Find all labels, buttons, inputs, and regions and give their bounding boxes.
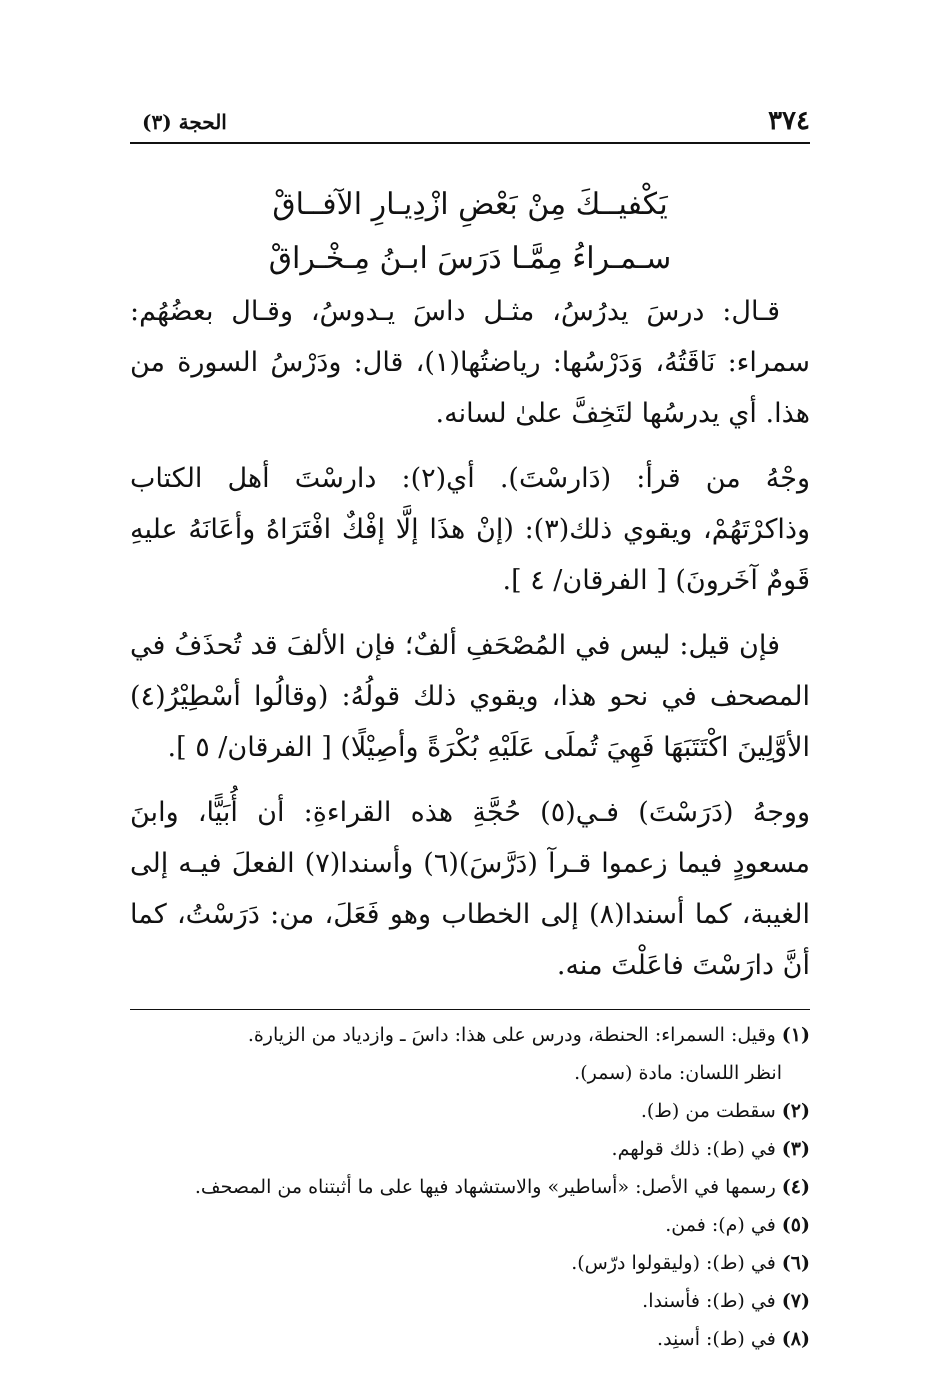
- poetry-verse: [130, 178, 810, 286]
- footnote: (٤)رسمها في الأصل: «أساطير» والاستشهاد فيها على ما أثبتناه من المصحف.: [194, 1176, 810, 1198]
- footnote: (١)وقيل: السمراء: الحنطة، ودرس على هذا: داسَ ـ وازدياد من الزيارة.: [247, 1024, 810, 1046]
- verse-line: سـمـراءُ مِمَّـا دَرَسَ ابـنُ مِـخْـراقْ: [268, 241, 672, 276]
- footnote: (٣)في (ط): ذلك قولهم.: [611, 1138, 810, 1160]
- footnotes: [130, 1016, 810, 1358]
- footnote: (٦)في (ط): (وليقولوا درّس).: [571, 1252, 810, 1274]
- footnote: انظر اللسان: مادة (سمر).: [574, 1062, 782, 1084]
- footnote: (٥)في (م): فمن.: [665, 1214, 810, 1236]
- footnote-rule: [130, 1009, 810, 1010]
- footnote: (٢)سقطت من (ط).: [640, 1100, 810, 1122]
- page-header: [130, 100, 810, 140]
- verse-line: يَكْفيــكَ مِنْ بَعْضِ ازْدِيـارِ الآفــاقْ: [272, 187, 668, 222]
- page-number: ٣٧٤: [768, 106, 810, 136]
- body-paragraph: فإن قيل: ليس في المُصْحَفِ ألفٌ؛ فإن الألفَ قد تُحذَفُ في المصحف في نحو هذا، ويقوي ذلك قولُهُ: (وقالُوا أسْطِيْرُ(٤) الأوَّلِينَ اكْتَتَبَهَا فَهِيَ تُملَى عَلَيْهِ بُكْرَةً وأصِيْلًا) [ الفرقان/ ٥ ].: [130, 630, 810, 763]
- running-title: الحجة (٣): [142, 110, 227, 134]
- header-rule: [130, 142, 810, 144]
- footnote: (٧)في (ط): فأسندا.: [642, 1290, 810, 1312]
- footnote: (٨)في (ط): أسنِد.: [657, 1328, 810, 1350]
- book-page: [130, 100, 810, 1358]
- body-paragraph: ووجهُ (دَرَسْتَ) فـي(٥) حُجَّةِ هذه القراءةِ: أن أُبَيًّا، وابنَ مسعودٍ فيما زعموا قـرآ (دَرَّسَ)(٦) وأسندا(٧) الفعلَ فيـه إلى الغيبة، كما أسندا(٨) إلى الخطاب وهو فَعَلَ، من: دَرَسْتُ، كما أنَّ دارَسْتَ فاعَلْتَ منه.: [130, 797, 811, 981]
- body-paragraph: وجْهُ من قرأ: (دَارسْتَ). أي(٢): دارسْتَ أهل الكتاب وذاكرْتَهُمْ، ويقوي ذلك(٣): (إنْ هذَا إلَّا إفْكٌ افْتَرَاهُ وأعَانَهُ عليهِ قَومٌ آخَرونَ) [ الفرقان/ ٤ ].: [130, 463, 811, 596]
- body-paragraph: قـال: درسَ يدرُسُ، مثـل داسَ يـدوسُ، وقـال بعضُهُم: سمراء: نَاقَتُهُ، وَدَرْسُها: رياضتُها(١)، قال: ودَرْسُ السورة من هذا. أي يدرسُها لتَخِفَّ علىٰ لسانه.: [130, 296, 810, 429]
